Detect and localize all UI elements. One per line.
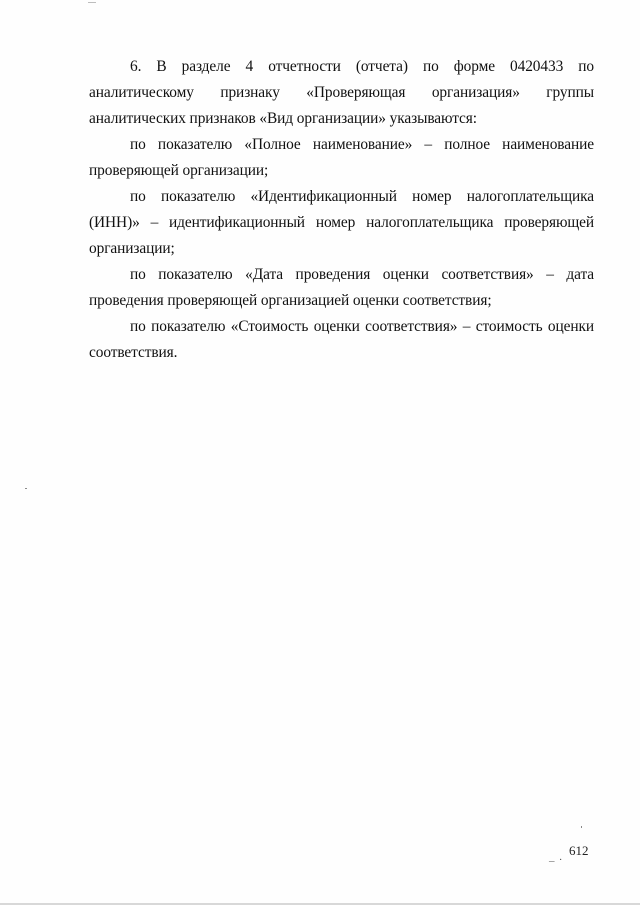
paragraph-assessment-date: по показателю «Дата проведения оценки соответствия» – дата проведения проверяющей организацией оценки соответствия; — [89, 266, 594, 309]
document-body — [89, 54, 594, 366]
page-number: 612 — [569, 843, 589, 858]
scan-speck-right — [581, 826, 582, 828]
paragraph-full-name: по показателю «Полное наименование» – полное наименование проверяющей организации; — [89, 136, 594, 179]
paragraph-section-6: 6. В разделе 4 отчетности (отчета) по форме 0420433 по аналитическому признаку «Проверяющая организация» группы аналитических признаков «Вид организации» указываются: — [89, 58, 594, 127]
margin-mark: _ . — [549, 851, 563, 863]
scan-speck-left — [25, 488, 27, 489]
paragraph-assessment-cost: по показателю «Стоимость оценки соответствия» – стоимость оценки соответствия. — [89, 318, 594, 361]
paragraph-inn: по показателю «Идентификационный номер налогоплательщика (ИНН)» – идентификационный номер налогоплательщика проверяющей организации; — [89, 188, 594, 257]
scan-artifact-top — [88, 2, 96, 3]
